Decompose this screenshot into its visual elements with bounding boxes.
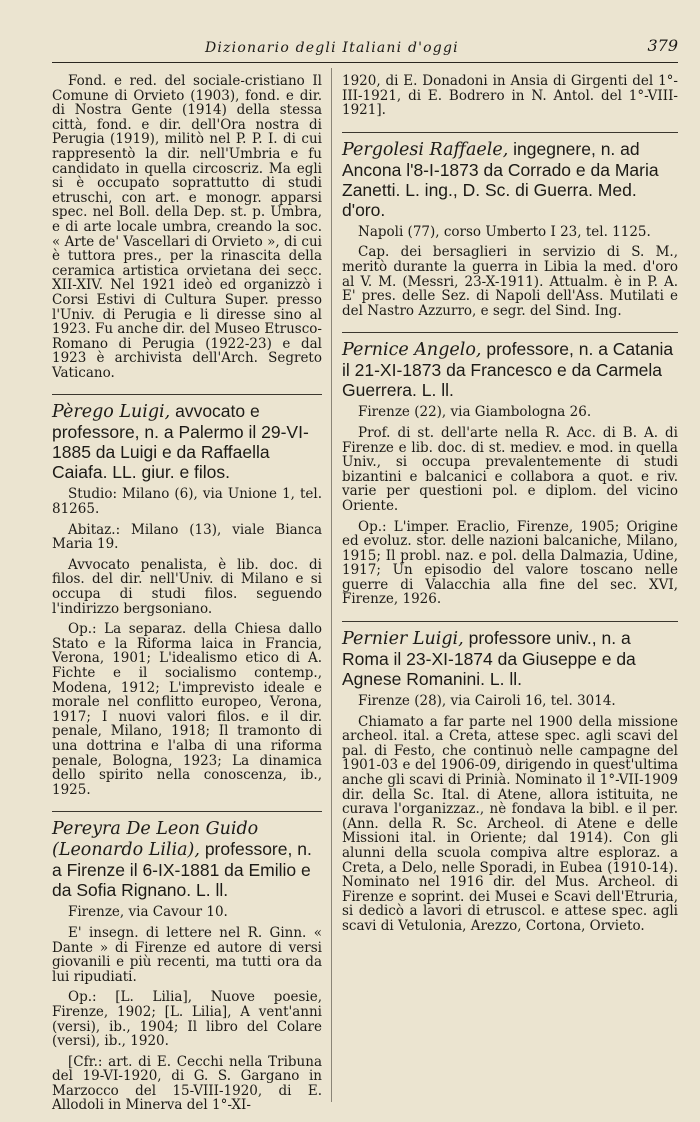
entry-para: Chiamato a far parte nel 1900 della missione archeol. ital. a Creta, attese spec. agli scavi del pal. di Festo, che continuò nelle campagne del 1901-03 e del 1906-09, dirigendo in quest'ultima anche gli scavi di Prinià. Nominato il 1°-VII-1909 dir. della Sc. Ital. di Atene, allora istituita, ne curava l'organizzaz., nè fondava la bibl. e il per. (Ann. della R. Sc. Archeol. di Atene e delle Missioni ital. in Oriente; dal 1914). Con gli alunni della scuola compiva altre esploraz. a Creta, a Delo, nelle Sporadi, in Eubea (1910-14). Nominato nel 1916 dir. del Mus. Archeol. di Firenze e soprint. dei Musei e Scavi dell'Etruria, si dedicò a lavori di etruscol. e attese spec. agli scavi di Vetulonia, Arezzo, Cortona, Orvieto. xyxy=(342,713,678,934)
entry-name: Pernier Luigi, xyxy=(342,629,464,650)
entry-para: Prof. di st. dell'arte nella R. Acc. di B. A. di Firenze e lib. doc. di st. mediev. e mod. in quella Univ., si occupa prevalentemente di studi bizantini e balcanici e collabora a quot. e riv. varie per questioni pol. e diplom. del vicino Oriente. xyxy=(342,424,678,514)
entry-heading-rest: ingegnere, n. ad Ancona l'8-I-1873 da Corrado e da Maria Zanetti. L. ing., D. Sc. di Guerra. Med. d'oro. xyxy=(342,138,659,220)
running-header-title: Dizionario degli Italiani d'oggi xyxy=(205,40,459,56)
continuation-text: 1920, di E. Donadoni in Ansia di Girgenti del 1°-III-1921, di E. Bodrero in N. Antol. del 1°-VIII-1921]. xyxy=(342,73,678,119)
entry-heading xyxy=(52,818,322,900)
entry-para: Avvocato penalista, è lib. doc. di filos. del dir. nell'Univ. di Milano e si occupa di studi filos. seguendo l'indirizzo bergsoniano. xyxy=(52,556,322,617)
entry-heading xyxy=(52,401,322,482)
entry-pereyra xyxy=(52,811,322,1113)
entry-works: Op.: [L. Lilia], Nuove poesie, Firenze, 1902; [L. Lilia], A vent'anni (versi), ib., 1904; Il libro del Colare (versi), ib., 1920. xyxy=(52,989,322,1050)
entry-perego xyxy=(52,394,322,797)
entry-para: Firenze, via Cavour 10. xyxy=(68,904,228,921)
entry-works: Op.: L'imper. Eraclio, Firenze, 1905; Origine ed evoluz. stor. delle nazioni balcaniche, Milano, 1915; Il probl. naz. e pol. della Dalmazia, Udine, 1917; Un episodio del valore toscano nelle guerre di Valacchia alla fine del sec. XVI, Firenze, 1926. xyxy=(342,518,678,608)
entry-name: Pernice Angelo, xyxy=(342,340,482,361)
entry-works: Op.: La separaz. della Chiesa dallo Stato e la Riforma laica in Francia, Verona, 1901; L'idealismo etico di A. Fichte e il socialismo contemp., Modena, 1912; L'imprevisto ideale e morale nel conflitto europeo, Verona, 1917; I nuovi valori filos. e il dir. penale, Milano, 1918; Il tramonto di una dottrina e l'alba di una riforma penale, Bologna, 1923; La dinamica dello spirito nella conoscenza, ib., 1925. xyxy=(52,621,322,798)
entry-pernice xyxy=(342,332,678,607)
entry-para: Abitaz.: Milano (13), viale Bianca Maria 19. xyxy=(52,521,322,553)
entry-heading-rest: professore, n. a Catania il 21-XI-1873 da Francesco e da Carmela Guerrera. L. ll. xyxy=(342,339,674,401)
entry-name: Pereyra De Leon Guido (Leonardo Lilia), xyxy=(52,819,259,861)
entry-heading-rest: professore, n. a Firenze il 6-IX-1881 da Emilio e da Sofia Rignano. L. ll. xyxy=(52,839,312,901)
right-column xyxy=(342,74,678,934)
entry-name: Pèrego Luigi, xyxy=(52,402,171,423)
left-column xyxy=(52,74,322,1113)
entry-pergolesi xyxy=(342,132,678,319)
entry-heading xyxy=(342,139,678,220)
entry-para: Studio: Milano (6), via Unione 1, tel. 81265. xyxy=(52,486,322,518)
entry-para: E' insegn. di lettere nel R. Ginn. « Dante » di Firenze ed autore di versi giovanili e più recenti, ma tutti ora da lui ripudiati. xyxy=(52,924,322,985)
entry-para: Napoli (77), corso Umberto I 23, tel. 1125. xyxy=(358,223,651,240)
entry-heading-rest: professore univ., n. a Roma il 23-XI-1874 da Giuseppe e da Agnese Romanini. L. ll. xyxy=(342,628,636,690)
entry-heading xyxy=(342,339,678,400)
entry-pernier xyxy=(342,621,678,934)
continuation-text: Fond. e red. del sociale-cristiano Il Comune di Orvieto (1903), fond. e dir. di Nostra Gente (1914) della stessa città, fond. e dir. dell'Ora nostra di Perugia (1919), militò nel P. P. I. di cui rappresentò la dir. nell'Umbria e fu candidato in quella circoscriz. Ma egli si è occupato soprattutto di studi etruschi, con art. e monogr. apparsi spec. nel Boll. della Dep. st. p. Umbra, e di arte locale umbra, creando la soc. « Arte de' Vascellari di Orvieto », di cui è tuttora pres., per la rinascita della ceramica artistica orvietana dei secc. XII-XIV. Nel 1921 ideò ed organizzò i Corsi Estivi di Cultura Super. presso l'Univ. di Perugia e li diresse sino al 1923. Fu anche dir. del Museo Etrusco-Romano di Perugia (1922-23) e dal 1923 è archivista dell'Arch. Segreto Vaticano. xyxy=(52,73,322,381)
column-separator xyxy=(331,68,332,1102)
entry-name: Pergolesi Raffaele, xyxy=(342,139,509,160)
entry-para: Firenze (22), via Giambologna 26. xyxy=(358,404,592,421)
entry-para: [Cfr.: art. di E. Cecchi nella Tribuna del 19-VI-1920, di G. S. Gargano in Marzocco del 15-VIII-1920, di E. Allodoli in Minerva del 1°-XI- xyxy=(52,1053,322,1114)
entry-para: Cap. dei bersaglieri in servizio di S. M., meritò durante la guerra in Libia la med. d'oro al V. M. (Messri, 23-X-1911). Attualm. è in P. A. E' pres. delle Sez. di Napoli dell'Ass. Mutilati e del Nastro Azzurro, e segr. del Sind. Ing. xyxy=(342,244,678,319)
entry-heading xyxy=(342,628,678,689)
entry-heading-rest: avvocato e professore, n. a Palermo il 29-VI-1885 da Luigi e da Raffaella Caiafa. LL. giur. e filos. xyxy=(52,401,309,483)
page-number: 379 xyxy=(647,36,678,55)
header-rule xyxy=(52,62,678,63)
entry-para: Firenze (28), via Cairoli 16, tel. 3014. xyxy=(358,693,616,710)
